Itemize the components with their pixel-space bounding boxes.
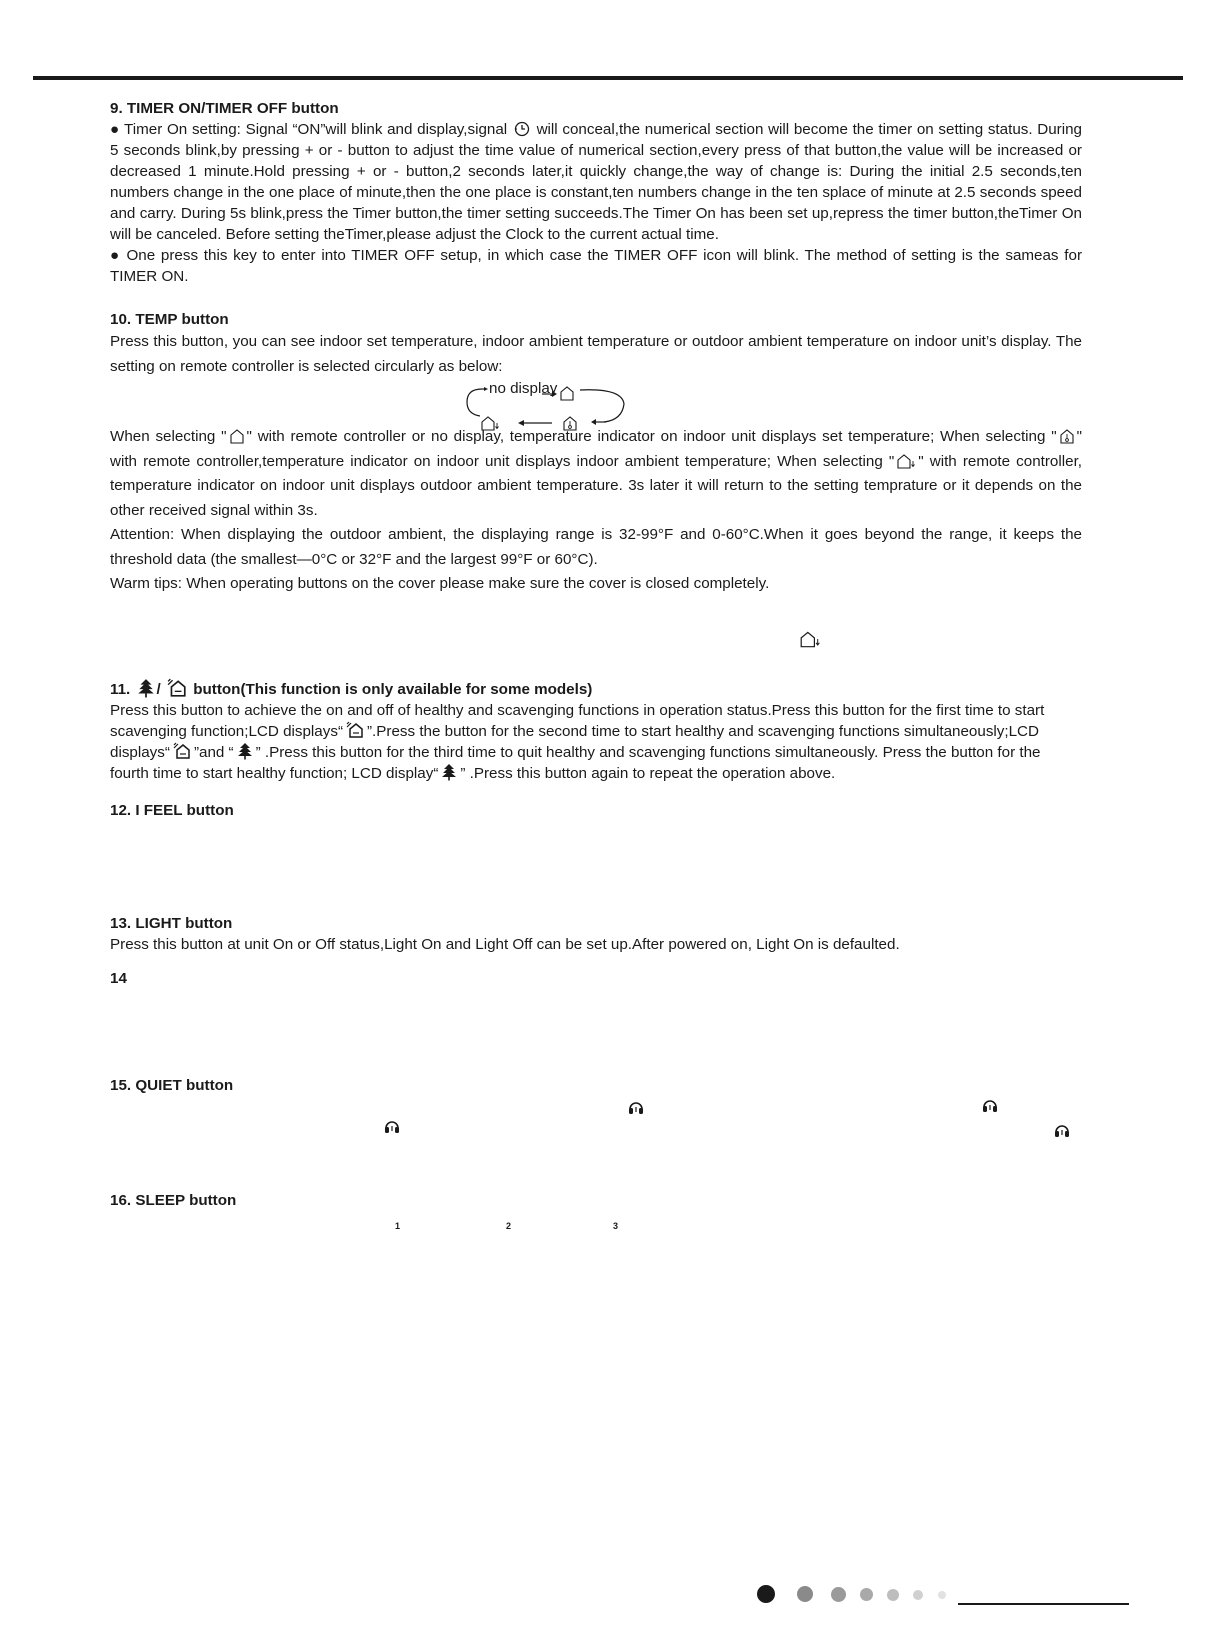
- tree-icon: [236, 742, 254, 760]
- section-9-p1-text-a: ● Timer On setting: Signal “ON”will blink and display,signal: [110, 121, 508, 138]
- page-dots: [750, 1582, 970, 1606]
- section-11-text-a: Press this button to achieve the on and off of healthy and scavenging functions in operation status.Press this button for the first time to start scavenging function;LCD displays“: [110, 702, 1045, 740]
- quiet-icon: [1053, 1121, 1071, 1139]
- dot-7: [938, 1591, 946, 1599]
- section-11-paragraph: [110, 700, 1072, 784]
- sleep-3-icon: [599, 1219, 625, 1241]
- quiet-icon: [383, 1117, 401, 1135]
- bottom-rule: [958, 1603, 1129, 1605]
- section-9-paragraph-1: [110, 119, 1082, 245]
- section-11-title-text: button(This function is only available for some models): [193, 681, 593, 698]
- scavenging-icon: [345, 721, 365, 739]
- section-10-paragraph-4: Warm tips: When operating buttons on the cover please make sure the cover is closed completely.: [110, 575, 770, 592]
- house-indoor-icon: [1059, 428, 1075, 444]
- section-10-p2-text-c: " with remote controller,temperature indicator on indoor unit displays indoor ambient temperature; When selecting ": [110, 428, 1082, 470]
- house-outdoor-icon: [799, 630, 821, 648]
- quiet-icon: [627, 1098, 645, 1116]
- section-10-paragraph-1: Press this button, you can see indoor set temperature, indoor ambient temperature or outdoor ambient temperature on indoor unit’s display. The setting on remote controller is selected circularly as below:: [110, 333, 1082, 375]
- clock-icon: [514, 121, 530, 137]
- section-11-text-c: ”and “: [193, 744, 234, 761]
- sleep-1-icon: [381, 1219, 407, 1241]
- sleep-3-label: 3: [613, 1221, 619, 1231]
- section-10-paragraph-2: [110, 425, 1082, 523]
- section-sleep: [110, 1190, 1082, 1211]
- section-9-title: 9. TIMER ON/TIMER OFF button: [110, 100, 339, 117]
- section-11-number: 11.: [110, 681, 131, 698]
- scavenging-icon: [167, 678, 187, 698]
- house-indoor-icon: [562, 415, 578, 431]
- temp-cycle-diagram: [462, 380, 632, 434]
- section-9-paragraph-2: ● One press this key to enter into TIMER OFF setup, in which case the TIMER OFF icon will blink. The method of setting is the sameas for TIMER ON.: [110, 247, 1082, 285]
- section-10-p2-text-b: " with remote controller or no display, temperature indicator on indoor unit displays set temperature; When selecting ": [246, 428, 1057, 445]
- section-11-text-d: ” .Press this button for the third time to quit healthy and scavenging functions simultaneously. Press the button for the fourth time to start healthy function; LCD display“: [110, 744, 1041, 782]
- section-temp: [110, 309, 1082, 597]
- section-16-title: 16. SLEEP button: [110, 1192, 237, 1209]
- section-10-title: 10. TEMP button: [110, 311, 229, 328]
- tree-icon: [137, 678, 155, 698]
- section-12-title: 12. I FEEL button: [110, 802, 234, 819]
- sleep-1-label: 1: [395, 1221, 401, 1231]
- top-rule: [33, 76, 1183, 80]
- section-11-separator: /: [156, 681, 161, 698]
- section-14: [110, 968, 1082, 989]
- tree-icon: [440, 763, 458, 781]
- section-11-text-e: ” .Press this button again to repeat the operation above.: [460, 765, 836, 782]
- quiet-icon: [981, 1096, 999, 1114]
- dot-1: [757, 1585, 775, 1603]
- section-health-scavenging: [110, 678, 1082, 784]
- section-quiet: [110, 1075, 1082, 1096]
- house-outdoor-icon: [480, 415, 500, 431]
- section-11-text-b: ”.Press the button for the second time to start healthy and scavenging functions simultaneously;LCD displays“: [110, 723, 1039, 761]
- section-11-title: [110, 678, 1082, 700]
- no-display-label: no display: [489, 380, 558, 397]
- section-10-p2-text-a: When selecting ": [110, 428, 227, 445]
- house-outdoor-icon: [896, 453, 916, 469]
- section-13-title: 13. LIGHT button: [110, 915, 233, 932]
- section-light: [110, 913, 1082, 955]
- dot-4: [860, 1588, 873, 1601]
- section-i-feel: [110, 800, 1082, 821]
- section-9-p1-text-b: will conceal,the numerical section will become the timer on setting status. During 5 seconds blink,by pressing + or - button to adjust the time value of numerical section,every press of that button,the value will be increased or decreased 1 minute.Hold pressing + or - button,2 seconds later,it quickly change,the way of change is: During the initial 2.5 seconds,ten numbers change in the one place of minute,then the one place is constant,ten numbers change in the ten splace of minute at 2.5 seconds speed and carry. During 5s blink,press the Timer button,the timer setting succeeds.The Timer On has been set up,repress the timer button,theTimer On will be canceled. Before setting theTimer,please adjust the Clock to the current actual time.: [110, 121, 1083, 243]
- dot-5: [887, 1589, 899, 1601]
- dot-3: [831, 1587, 846, 1602]
- section-10-p2-text-d: " with remote controller, temperature indicator on indoor unit displays outdoor ambient temperature. 3s later it will return to the setting temprature or it depends on the other received signal within 3s.: [110, 452, 1083, 519]
- dot-2: [797, 1586, 813, 1602]
- dot-6: [913, 1590, 923, 1600]
- section-timer: [110, 98, 1082, 287]
- section-10-paragraph-3: Attention: When displaying the outdoor ambient, the displaying range is 32-99°F and 0-60°C.When it goes beyond the range, it keeps the threshold data (the smallest—0°C or 32°F and the largest 99°F or 60°C).: [110, 526, 1082, 568]
- scavenging-icon: [172, 742, 192, 760]
- house-set-icon: [559, 385, 575, 401]
- section-15-title: 15. QUIET button: [110, 1077, 234, 1094]
- house-set-icon: [229, 428, 245, 444]
- section-14-title: 14: [110, 970, 127, 987]
- sleep-2-label: 2: [506, 1221, 512, 1231]
- section-13-paragraph: Press this button at unit On or Off status,Light On and Light Off can be set up.After powered on, Light On is defaulted.: [110, 936, 900, 953]
- sleep-2-icon: [492, 1219, 518, 1241]
